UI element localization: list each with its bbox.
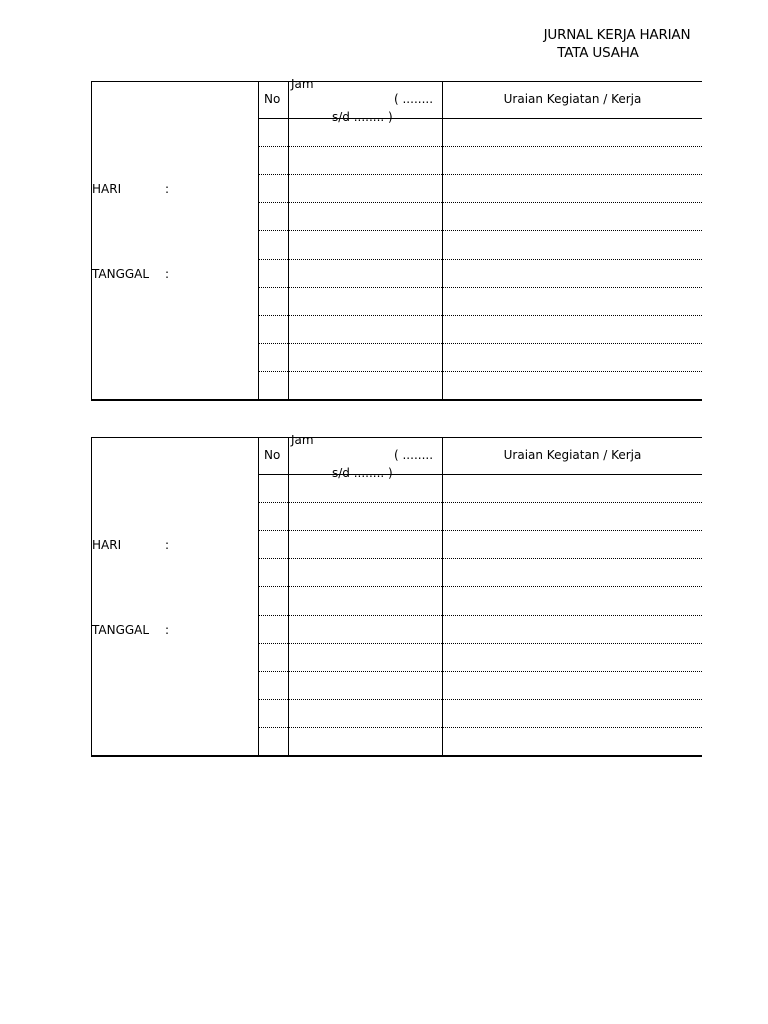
hari-colon: : [165,538,170,552]
column-header-jam-end: s/d ........ ) [332,466,393,480]
column-header-no: No [264,448,281,462]
column-divider [442,82,443,399]
header-separator [258,474,702,475]
row-line [258,615,702,616]
hari-label: HARI [92,182,122,196]
column-header-uraian: Uraian Kegiatan / Kerja [503,448,642,462]
column-header-jam: Jam [291,77,314,91]
tanggal-label: TANGGAL [92,267,150,281]
header-separator [258,118,702,119]
title-line-2: TATA USAHA [557,45,639,61]
document-title [500,26,730,62]
tanggal-colon: : [165,267,170,281]
column-header-uraian: Uraian Kegiatan / Kerja [503,92,642,106]
column-header-no: No [264,92,281,106]
column-header-jam-start: ( ........ [394,92,434,106]
column-header-jam: Jam [291,433,314,447]
tanggal-label: TANGGAL [92,623,150,637]
row-line [258,727,702,728]
row-line [258,259,702,260]
row-line [258,643,702,644]
column-divider [288,82,289,399]
column-header-jam-end: s/d ........ ) [332,110,393,124]
column-divider [442,438,443,755]
column-divider [258,82,259,399]
row-line [258,230,702,231]
row-line [258,671,702,672]
row-line [258,343,702,344]
row-line [258,315,702,316]
row-line [258,586,702,587]
row-line [258,202,702,203]
row-line [258,502,702,503]
tanggal-colon: : [165,623,170,637]
row-line [258,699,702,700]
column-header-jam-start: ( ........ [394,448,434,462]
column-divider [258,438,259,755]
row-line [258,287,702,288]
row-line [258,530,702,531]
row-line [258,146,702,147]
row-line [258,174,702,175]
hari-label: HARI [92,538,122,552]
journal-table-2 [91,433,702,757]
hari-colon: : [165,182,170,196]
column-divider [288,438,289,755]
row-line [258,558,702,559]
title-line-1: JURNAL KERJA HARIAN [543,27,691,43]
row-line [258,371,702,372]
journal-table-1 [91,77,702,401]
